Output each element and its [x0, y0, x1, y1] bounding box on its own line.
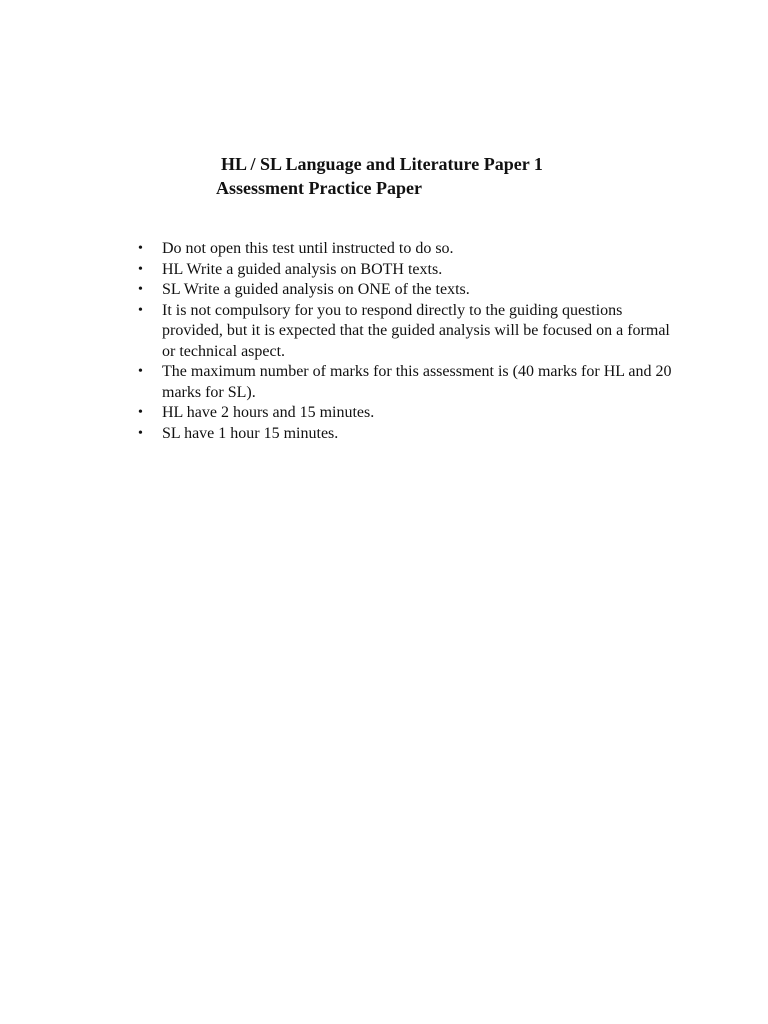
- instruction-item: [138, 301, 678, 363]
- instruction-text: HL Write a guided analysis on BOTH texts.: [162, 260, 443, 278]
- bullet-icon: •: [138, 405, 143, 420]
- instruction-text: SL Write a guided analysis on ONE of the texts.: [162, 281, 470, 298]
- instruction-item: [138, 403, 678, 424]
- instruction-item: [138, 239, 678, 260]
- bullet-icon: •: [138, 425, 143, 441]
- bullet-icon: •: [138, 282, 143, 297]
- instruction-item: [138, 260, 678, 281]
- instruction-item: [138, 362, 678, 403]
- instruction-text: It is not compulsory for you to respond directly to the guiding questions provided, but it is expected that the guided analysis will be focused on a formal or technical aspect.: [162, 301, 670, 360]
- instruction-text: Do not open this test until instructed to do so.: [162, 240, 454, 257]
- document-subtitle: Assessment Practice Paper: [216, 178, 422, 198]
- document-title: HL / SL Language and Literature Paper 1: [221, 154, 543, 174]
- instruction-text: HL have 2 hours and 15 minutes.: [162, 404, 375, 421]
- instruction-item: [138, 424, 678, 445]
- instruction-text: The maximum number of marks for this assessment is (40 marks for HL and 20 marks for SL).: [162, 363, 672, 401]
- instruction-item: [138, 280, 678, 301]
- instructions-list: [138, 239, 678, 444]
- bullet-icon: •: [138, 261, 143, 277]
- bullet-icon: •: [138, 364, 143, 379]
- bullet-icon: •: [138, 241, 143, 256]
- bullet-icon: •: [138, 302, 143, 318]
- instruction-text: SL have 1 hour 15 minutes.: [162, 424, 339, 442]
